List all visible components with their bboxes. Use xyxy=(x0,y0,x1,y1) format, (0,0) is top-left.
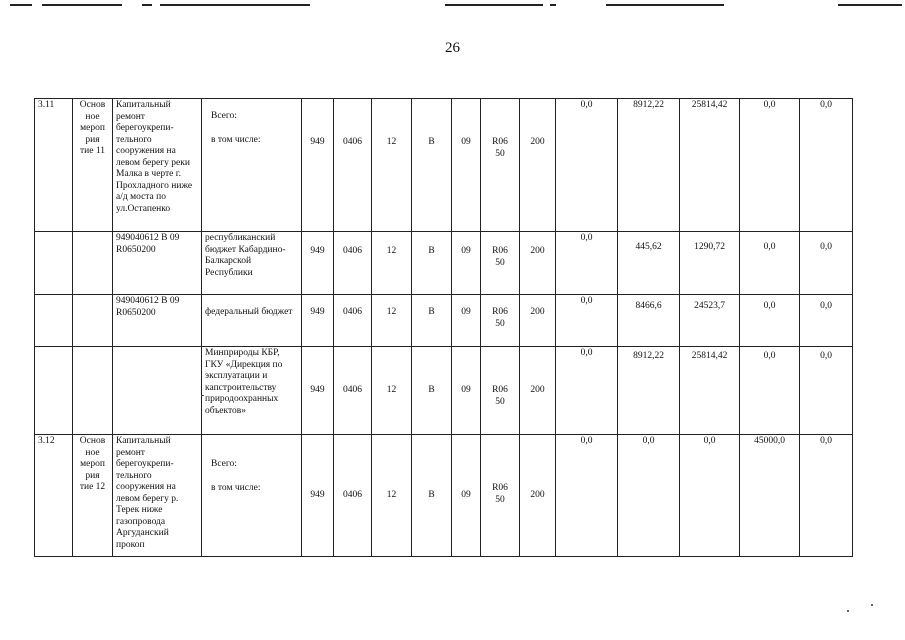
page-number: 26 xyxy=(445,40,460,56)
code-subprogram: В xyxy=(412,232,452,295)
total-label: Всего: xyxy=(211,111,237,121)
row-number: 3.11 xyxy=(35,99,73,232)
executor: Минприроды КБР, ГКУ «Дирекция по эксплуатации и капстроительству природоохранных объектов» xyxy=(202,347,302,435)
code-subprogram: В xyxy=(412,295,452,347)
value-year-1: 0,0 xyxy=(556,99,618,232)
code-ministry: 949 xyxy=(302,99,334,232)
event-type xyxy=(73,347,113,435)
code-ministry: 949 xyxy=(302,435,334,557)
code-main-event: 09 xyxy=(452,99,481,232)
funding-source: республиканский бюджет Кабардино-Балкарской Республики xyxy=(202,232,302,295)
budget-code: 949040612 В 09 R0650200 xyxy=(113,232,202,295)
header-rule-7 xyxy=(606,4,724,6)
code-section: 0406 xyxy=(334,99,372,232)
code-direction: R06 50 xyxy=(481,232,520,295)
value-year-5: 0,0 xyxy=(800,99,853,232)
code-program: 12 xyxy=(372,295,412,347)
code-expense-type: 200 xyxy=(520,347,556,435)
value-year-1: 0,0 xyxy=(556,295,618,347)
event-type xyxy=(73,295,113,347)
code-main-event: 09 xyxy=(452,347,481,435)
table-row xyxy=(35,347,853,435)
scan-speck xyxy=(871,604,873,606)
code-main-event: 09 xyxy=(452,232,481,295)
value-year-2: 8466,6 xyxy=(618,295,680,347)
value-year-4: 0,0 xyxy=(740,232,800,295)
funding-source: федеральный бюджет xyxy=(202,295,302,347)
row-number xyxy=(35,295,73,347)
header-rule-3 xyxy=(142,4,152,6)
code-expense-type: 200 xyxy=(520,99,556,232)
code-ministry: 949 xyxy=(302,295,334,347)
value-year-1: 0,0 xyxy=(556,435,618,557)
table-row xyxy=(35,232,853,295)
event-type: Основ ное мероп рия тие 11 xyxy=(73,99,113,232)
code-ministry: 949 xyxy=(302,347,334,435)
event-type: Основ ное мероп рия тие 12 xyxy=(73,435,113,557)
event-type xyxy=(73,232,113,295)
table-row xyxy=(35,99,853,232)
row-number: 3.12 xyxy=(35,435,73,557)
code-section: 0406 xyxy=(334,347,372,435)
table-row xyxy=(35,435,853,557)
event-name: Капитальный ремонт берегоукрепи-тельного сооружения на левом берегу реки Малка в черте г. Прохладного ниже а/д моста по ул.Остапенко xyxy=(113,99,202,232)
value-year-2: 445,62 xyxy=(618,232,680,295)
value-year-1: 0,0 xyxy=(556,232,618,295)
code-subprogram: В xyxy=(412,99,452,232)
value-year-2: 8912,22 xyxy=(618,347,680,435)
value-year-1: 0,0 xyxy=(556,347,618,435)
value-year-4: 0,0 xyxy=(740,347,800,435)
code-subprogram: В xyxy=(412,435,452,557)
header-rule-1 xyxy=(10,4,32,6)
code-section: 0406 xyxy=(334,232,372,295)
budget-code: 949040612 В 09 R0650200 xyxy=(113,295,202,347)
code-program: 12 xyxy=(372,435,412,557)
value-year-3: 24523,7 xyxy=(680,295,740,347)
scan-mark xyxy=(201,395,204,396)
event-name xyxy=(113,347,202,435)
row-number xyxy=(35,232,73,295)
value-year-2: 0,0 xyxy=(618,435,680,557)
code-direction: R06 50 xyxy=(481,347,520,435)
code-direction: R06 50 xyxy=(481,99,520,232)
code-ministry: 949 xyxy=(302,232,334,295)
value-year-3: 25814,42 xyxy=(680,347,740,435)
scan-speck xyxy=(847,610,849,612)
value-year-2: 8912,22 xyxy=(618,99,680,232)
code-section: 0406 xyxy=(334,435,372,557)
code-program: 12 xyxy=(372,232,412,295)
header-rule-8 xyxy=(838,4,902,6)
including-label: в том числе: xyxy=(211,134,261,145)
value-year-4: 45000,0 xyxy=(740,435,800,557)
value-year-4: 0,0 xyxy=(740,99,800,232)
value-year-3: 25814,42 xyxy=(680,99,740,232)
value-year-5: 0,0 xyxy=(800,232,853,295)
including-label: в том числе: xyxy=(211,482,261,493)
value-year-5: 0,0 xyxy=(800,295,853,347)
value-year-5: 0,0 xyxy=(800,435,853,557)
value-year-5: 0,0 xyxy=(800,347,853,435)
code-program: 12 xyxy=(372,99,412,232)
table-row xyxy=(35,295,853,347)
code-program: 12 xyxy=(372,347,412,435)
row-number xyxy=(35,347,73,435)
code-direction: R06 50 xyxy=(481,295,520,347)
event-name: Капитальный ремонт берегоукрепи-тельного сооружения на левом берегу р. Терек ниже газопровода Аргуданский прокоп xyxy=(113,435,202,557)
code-subprogram: В xyxy=(412,347,452,435)
code-expense-type: 200 xyxy=(520,232,556,295)
header-rule-4 xyxy=(160,4,310,6)
value-year-3: 1290,72 xyxy=(680,232,740,295)
header-rule-6 xyxy=(550,4,556,6)
funding-source xyxy=(202,435,302,557)
budget-table xyxy=(34,98,853,557)
code-direction: R06 50 xyxy=(481,435,520,557)
header-rule-5 xyxy=(445,4,543,6)
value-year-4: 0,0 xyxy=(740,295,800,347)
value-year-3: 0,0 xyxy=(680,435,740,557)
header-rule-2 xyxy=(42,4,122,6)
code-main-event: 09 xyxy=(452,435,481,557)
total-label: Всего: xyxy=(211,459,237,469)
code-section: 0406 xyxy=(334,295,372,347)
code-main-event: 09 xyxy=(452,295,481,347)
funding-source xyxy=(202,99,302,232)
code-expense-type: 200 xyxy=(520,435,556,557)
code-expense-type: 200 xyxy=(520,295,556,347)
